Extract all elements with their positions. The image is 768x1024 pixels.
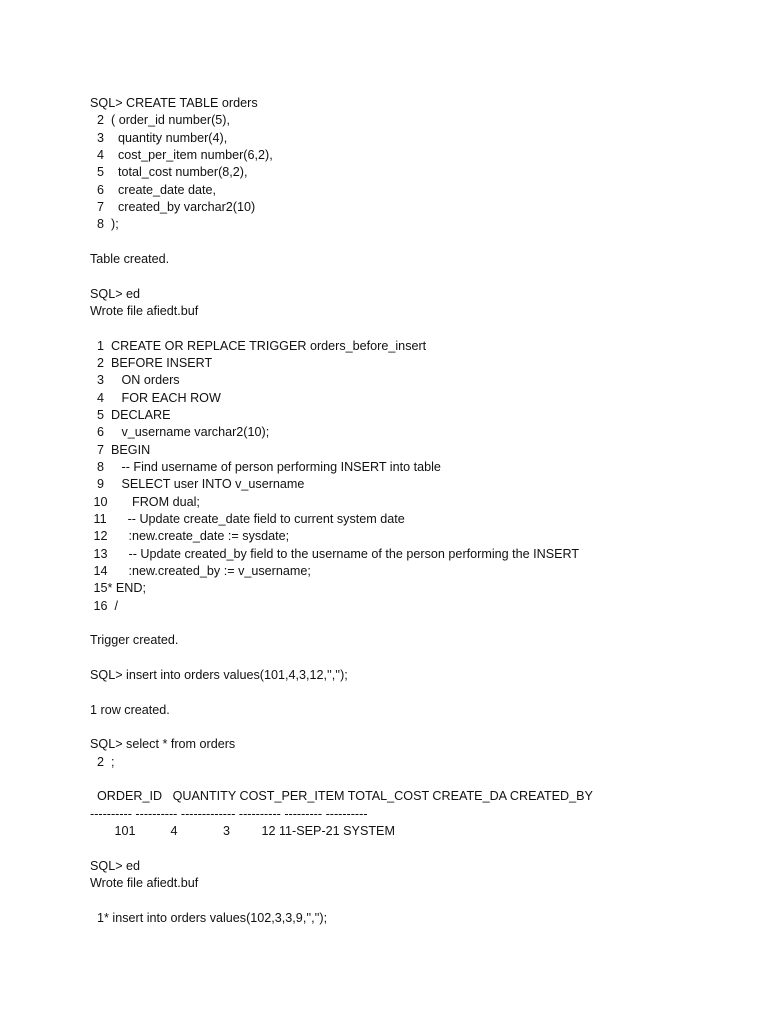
text-line: 14 :new.created_by := v_username;: [90, 563, 311, 578]
text-line: 5 DECLARE: [90, 407, 171, 422]
text-line: 101 4 3 12 11-SEP-21 SYSTEM: [90, 823, 395, 838]
text-line: 5 total_cost number(8,2),: [90, 165, 248, 180]
text-line: Trigger created.: [90, 633, 179, 648]
text-line: 15* END;: [90, 581, 146, 596]
text-line: Wrote file afiedt.buf: [90, 304, 199, 318]
text-line: 7 BEGIN: [90, 442, 151, 457]
text-line: SQL> CREATE TABLE orders: [90, 96, 258, 110]
text-line: ORDER_ID QUANTITY COST_PER_ITEM TOTAL_COST CREATE_DA CREATED_BY: [90, 789, 593, 804]
text-line: 16 /: [90, 598, 119, 613]
text-line: 2 ( order_id number(5),: [90, 113, 230, 128]
text-line: 13 -- Update created_by field to the username of the person performing the INSERT: [90, 546, 580, 561]
text-line: 10 FROM dual;: [90, 494, 200, 509]
text-line: SQL> ed: [90, 286, 141, 301]
text-line: 1* insert into orders values(102,3,3,9,'','');: [90, 910, 328, 925]
text-line: 6 v_username varchar2(10);: [90, 425, 270, 440]
text-line: 3 quantity number(4),: [90, 130, 228, 145]
text-line: 6 create_date date,: [90, 182, 217, 197]
text-line: 3 ON orders: [90, 373, 180, 388]
text-line: SQL> ed: [90, 858, 141, 873]
text-line: SQL> insert into orders values(101,4,3,12,'','');: [90, 667, 348, 682]
text-line: 1 row created.: [90, 702, 170, 717]
text-line: 1 CREATE OR REPLACE TRIGGER orders_before_insert: [90, 338, 427, 353]
text-line: ---------- ---------- ------------- ---------- --------- ----------: [90, 806, 368, 821]
text-line: 9 SELECT user INTO v_username: [90, 477, 305, 492]
text-line: 4 cost_per_item number(6,2),: [90, 148, 273, 162]
text-line: 7 created_by varchar2(10): [90, 200, 256, 214]
text-line: SQL> select * from orders: [90, 737, 236, 752]
text-line: 11 -- Update create_date field to current system date: [90, 511, 405, 526]
text-line: Wrote file afiedt.buf: [90, 875, 199, 890]
text-line: 2 BEFORE INSERT: [90, 355, 213, 370]
text-line: 8 );: [90, 217, 119, 232]
text-line: Table created.: [90, 252, 170, 266]
text-line: 8 -- Find username of person performing INSERT into table: [90, 459, 441, 474]
text-line: 4 FOR EACH ROW: [90, 390, 221, 405]
text-line: 12 :new.create_date := sysdate;: [90, 529, 290, 544]
text-line: 2 ;: [90, 754, 115, 769]
